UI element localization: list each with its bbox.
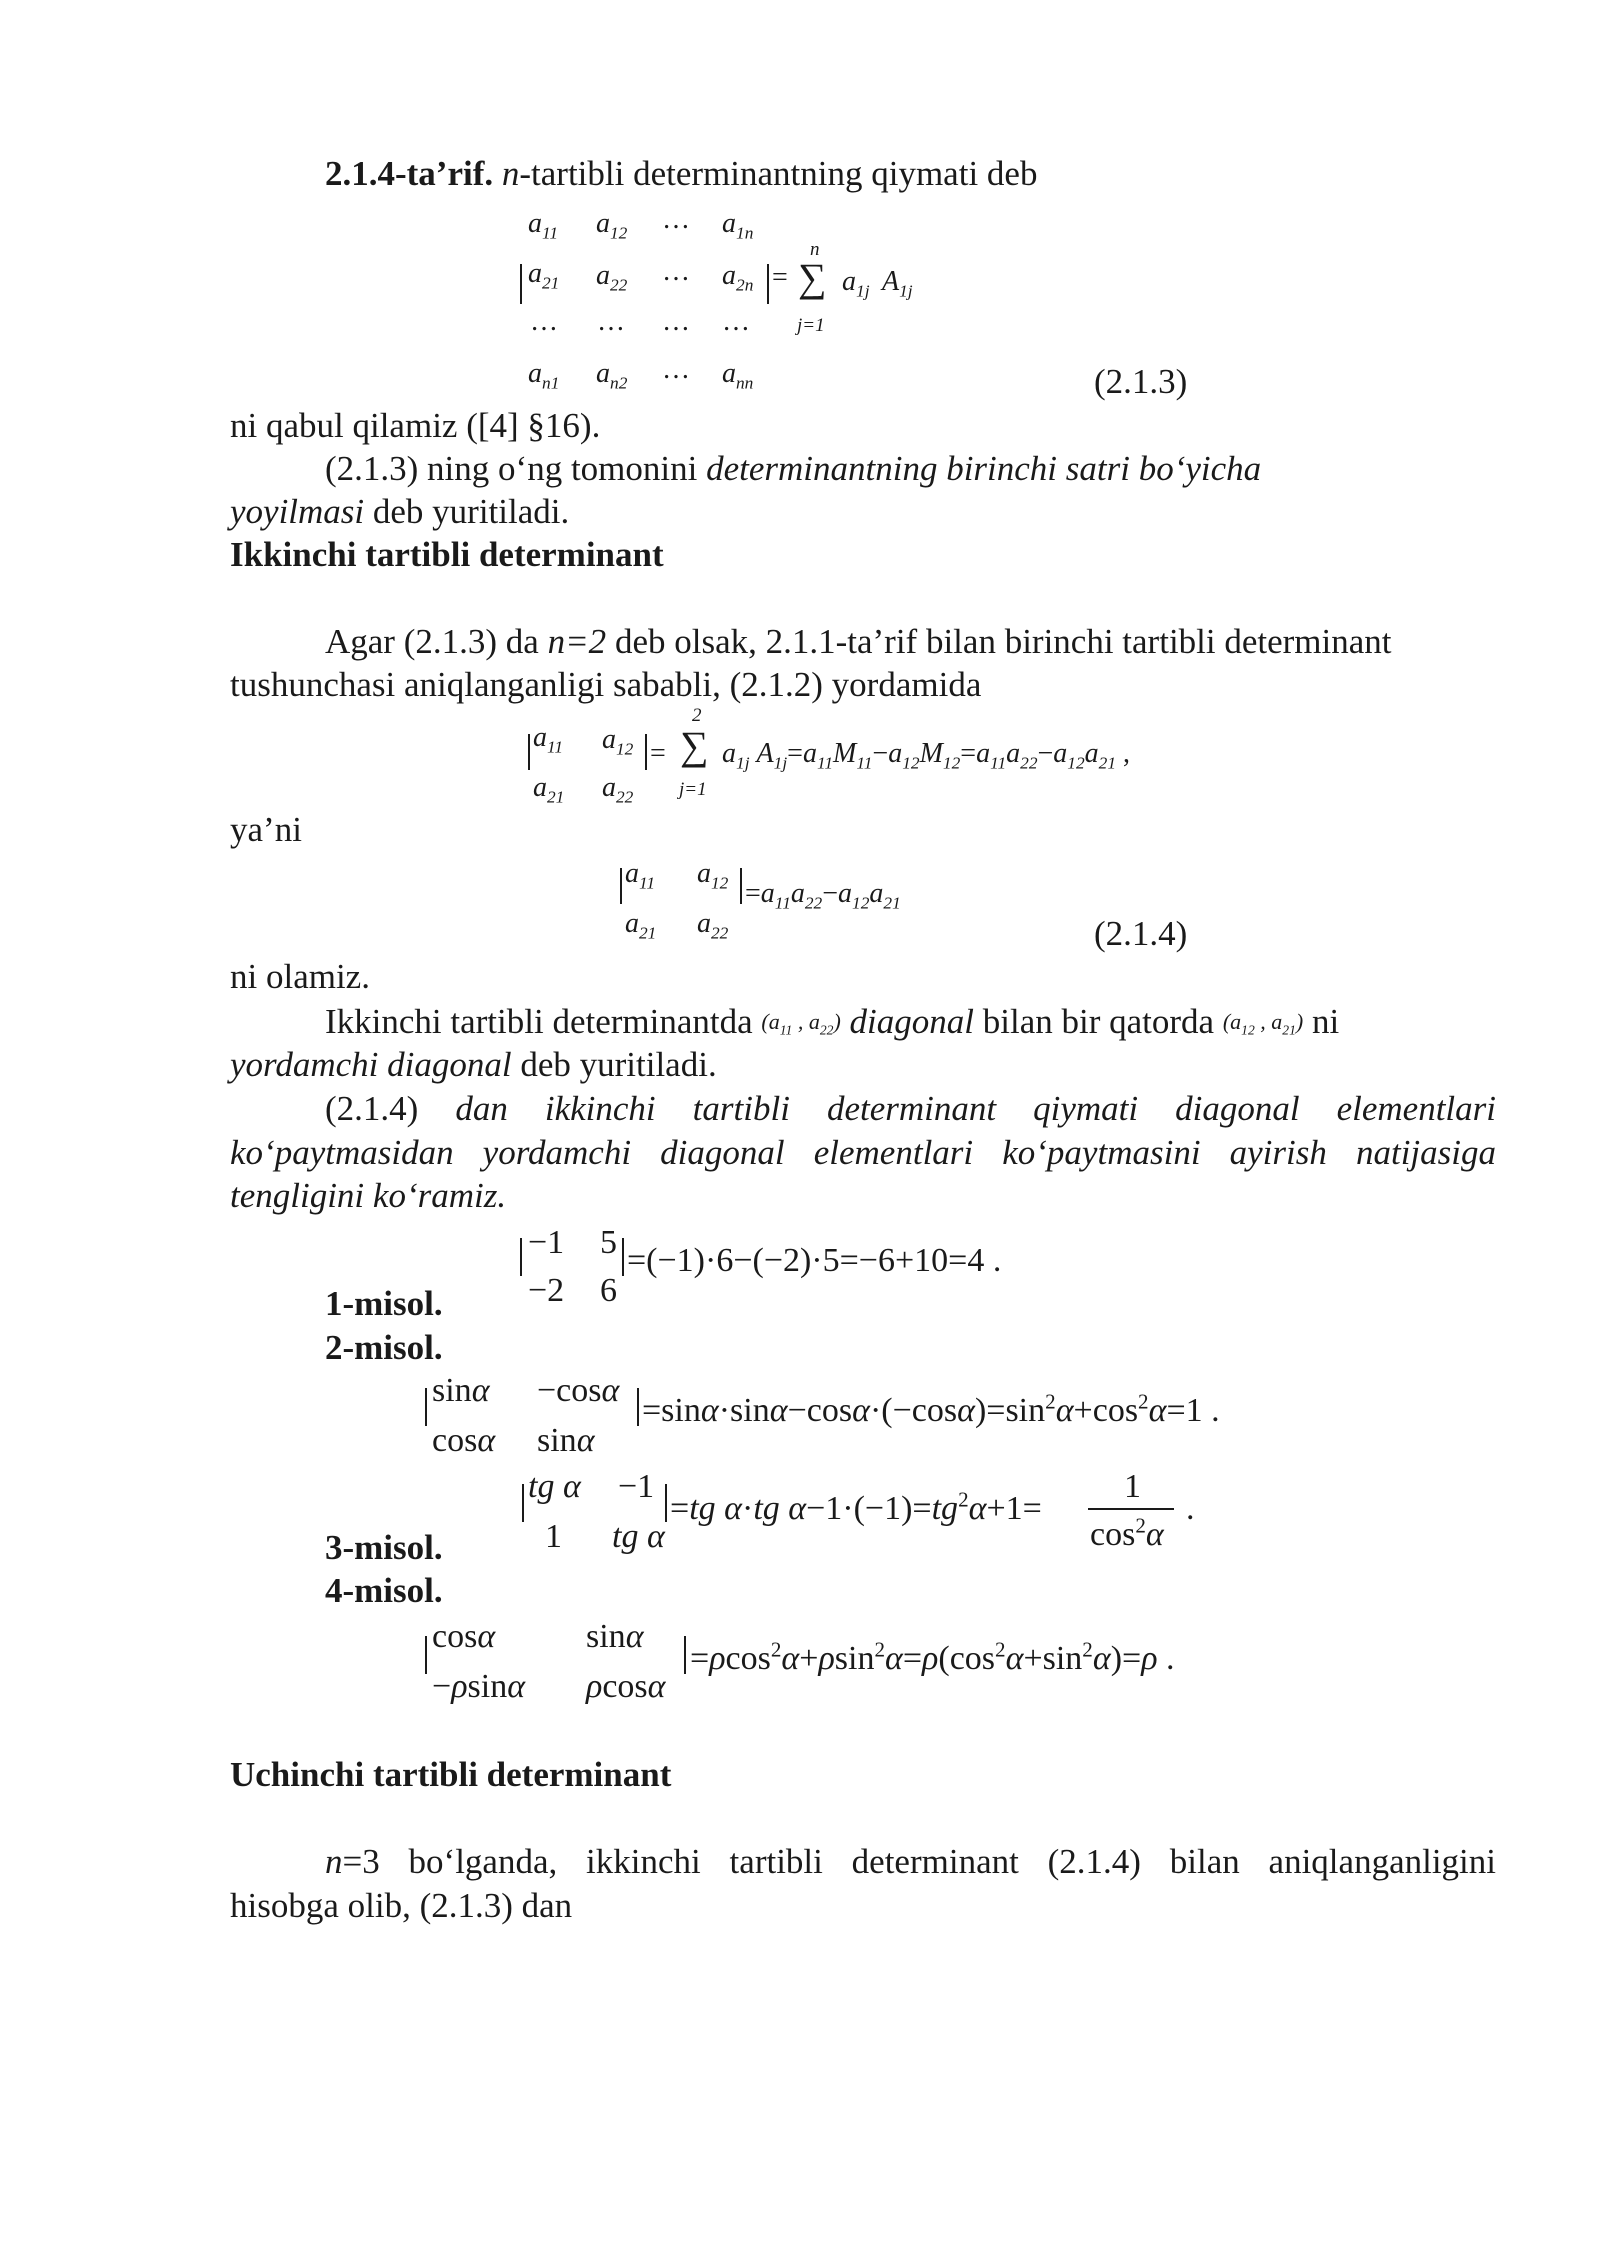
- term-secondary-diagonal: yordamchi diagonal: [230, 1045, 512, 1084]
- term-expansion: determinantning birinchi satri bo‘yicha: [706, 449, 1262, 488]
- example-4-label: 4-misol.: [325, 1571, 443, 1610]
- diagonal-paragraph-line2: yordamchi diagonal deb yuritiladi.: [230, 1045, 717, 1084]
- document-page: 2.1.4-ta’rif. n-tartibli determinantning qiymati deb $a_{11}$ $a_{12}$ … $a_{1n}$ $a_{21}$ $a_{22}$ … $a_{2n}$ = n ∑ j=1 $a_{1j}$ $A_{1j}$ … … … … $a_{n1}$ $a_{n2}$ … $a_{nn}$ (2.1.3) ni qabul qilamiz ([4] §16). (2.1.3) ning o‘ng tomonini determinantning birinchi satri bo‘yicha yoyilmasi deb yuritiladi. Ikkinchi tartibli determinant Agar (2.1.3) da n=2 deb olsak, 2.1.1-ta’rif bilan birinchi tartibli determinant tushunchasi aniqlanganligi sababli, (2.1.2) yordamida $a_{11}$ $a_{12}$ $a_{21}$ $a_{22}$ = 2 ∑ j=1 $a_{1j}$ $A_{1j}=a_{11}M_{11}-a_{12}M_{12}=a_{11}a_{22}-a_{12}a_{21}$ , ya’ni $a_{11}$ $a_{12}$ $a_{21}$ $a_{22}$ $=a_{11}a_{22}-a_{12}a_{21}$ (2.1.4) ni olamiz. Ikkinchi tartibli determinantda ($a_{11}$ , $a_{22}$) diagonal bilan bir qatorda ($a_{12}$ , $a_{21}$) ni yordamchi diagonal deb yuritiladi. (2.1.4) dan ikkinchi tartibli determinant qiymati diagonal elementlari ko‘paytmasidan yordamchi diagonal elementlari ko‘paytmasini ayirish natijasiga tengligini ko‘ramiz. 1-misol. −1 5 −2 6 =(−1)·6−(−2)·5=−6+10=4 . 2-misol. sinα −cosα cosα sinα $=\sin\alpha\cdot\sin\alpha-\cos\alpha\cdot(-\cos\alpha)=\sin^2\alpha+\cos^2\alpha=1$ . 3-misol. tg α −1 1 tg α =tg α·tg $\alpha-1\cdot(-1)=tg^2\alpha+1=$ 1 $\cos^2\alpha$ . 4-misol. cosα sinα −ρsinα ρcosα $=\rho\cos^2\alpha+\rho\sin^2\alpha=\rho(\cos^2\alpha+\sin^2\alpha)=\rho$ . Uchinchi tartibli determinant n=3 bo‘lganda, ikkinchi tartibli determinant (2.1.4) bilan aniqlanganligini hisobga olib, (2.1.3) dan: [0, 0, 1600, 2262]
- definition-line: [325, 152, 1037, 196]
- paragraph-line: Agar (2.1.3) da n=2 deb olsak, 2.1.1-ta’rif bilan birinchi tartibli determinant: [325, 622, 1392, 661]
- section-heading-third-order: Uchinchi tartibli determinant: [230, 1755, 672, 1794]
- definition-text: -tartibli determinantning qiymati deb: [519, 154, 1038, 193]
- paragraph-line: tushunchasi aniqlanganligi sababli, (2.1.2) yordamida: [230, 665, 982, 704]
- equation-number-2-1-3: (2.1.3): [1094, 362, 1188, 401]
- main-diagonal-elements: ($a_{11}$ , $a_{22}$): [761, 1009, 841, 1038]
- equation-number-2-1-4: (2.1.4): [1094, 914, 1188, 953]
- third-order-paragraph-line2: hisobga olib, (2.1.3) dan: [230, 1886, 573, 1925]
- rule-line2: ko‘paytmasidan yordamchi diagonal elementlari ko‘paytmasini ayirish natijasiga: [230, 1133, 1496, 1172]
- secondary-diagonal-elements: ($a_{12}$ , $a_{21}$): [1222, 1009, 1304, 1038]
- rule-line3: tengligini ko‘ramiz.: [230, 1176, 507, 1215]
- example-3-label: 3-misol.: [325, 1528, 443, 1567]
- definition-conclusion: ni qabul qilamiz ([4] §16).: [230, 406, 601, 445]
- rule-line1: (2.1.4) dan ikkinchi tartibli determinant qiymati diagonal elementlari: [325, 1089, 1496, 1128]
- example-1-label: 1-misol.: [325, 1284, 443, 1323]
- diagonal-paragraph-line1: Ikkinchi tartibli determinantda ($a_{11}$ , $a_{22}$) diagonal bilan bir qatorda ($a_{12}$ , $a_{21}$) ni: [325, 1002, 1340, 1041]
- section-heading-second-order: Ikkinchi tartibli determinant: [230, 535, 664, 574]
- yani-text: ya’ni: [230, 810, 302, 849]
- term-expansion-end: yoyilmasi: [230, 492, 365, 531]
- example-2-label: 2-misol.: [325, 1328, 443, 1367]
- expansion-paragraph-line1: (2.1.3) ning o‘ng tomonini determinantning birinchi satri bo‘yicha: [325, 449, 1262, 488]
- term-diagonal: diagonal: [849, 1002, 974, 1041]
- expansion-paragraph-line2: yoyilmasi deb yuritiladi.: [230, 492, 570, 531]
- paragraph-line: ni olamiz.: [230, 957, 370, 996]
- third-order-paragraph-line1: n=3 bo‘lganda, ikkinchi tartibli determinant (2.1.4) bilan aniqlanganligini: [325, 1842, 1496, 1881]
- definition-n: n: [501, 154, 520, 193]
- definition-label: 2.1.4-ta’rif.: [325, 154, 494, 193]
